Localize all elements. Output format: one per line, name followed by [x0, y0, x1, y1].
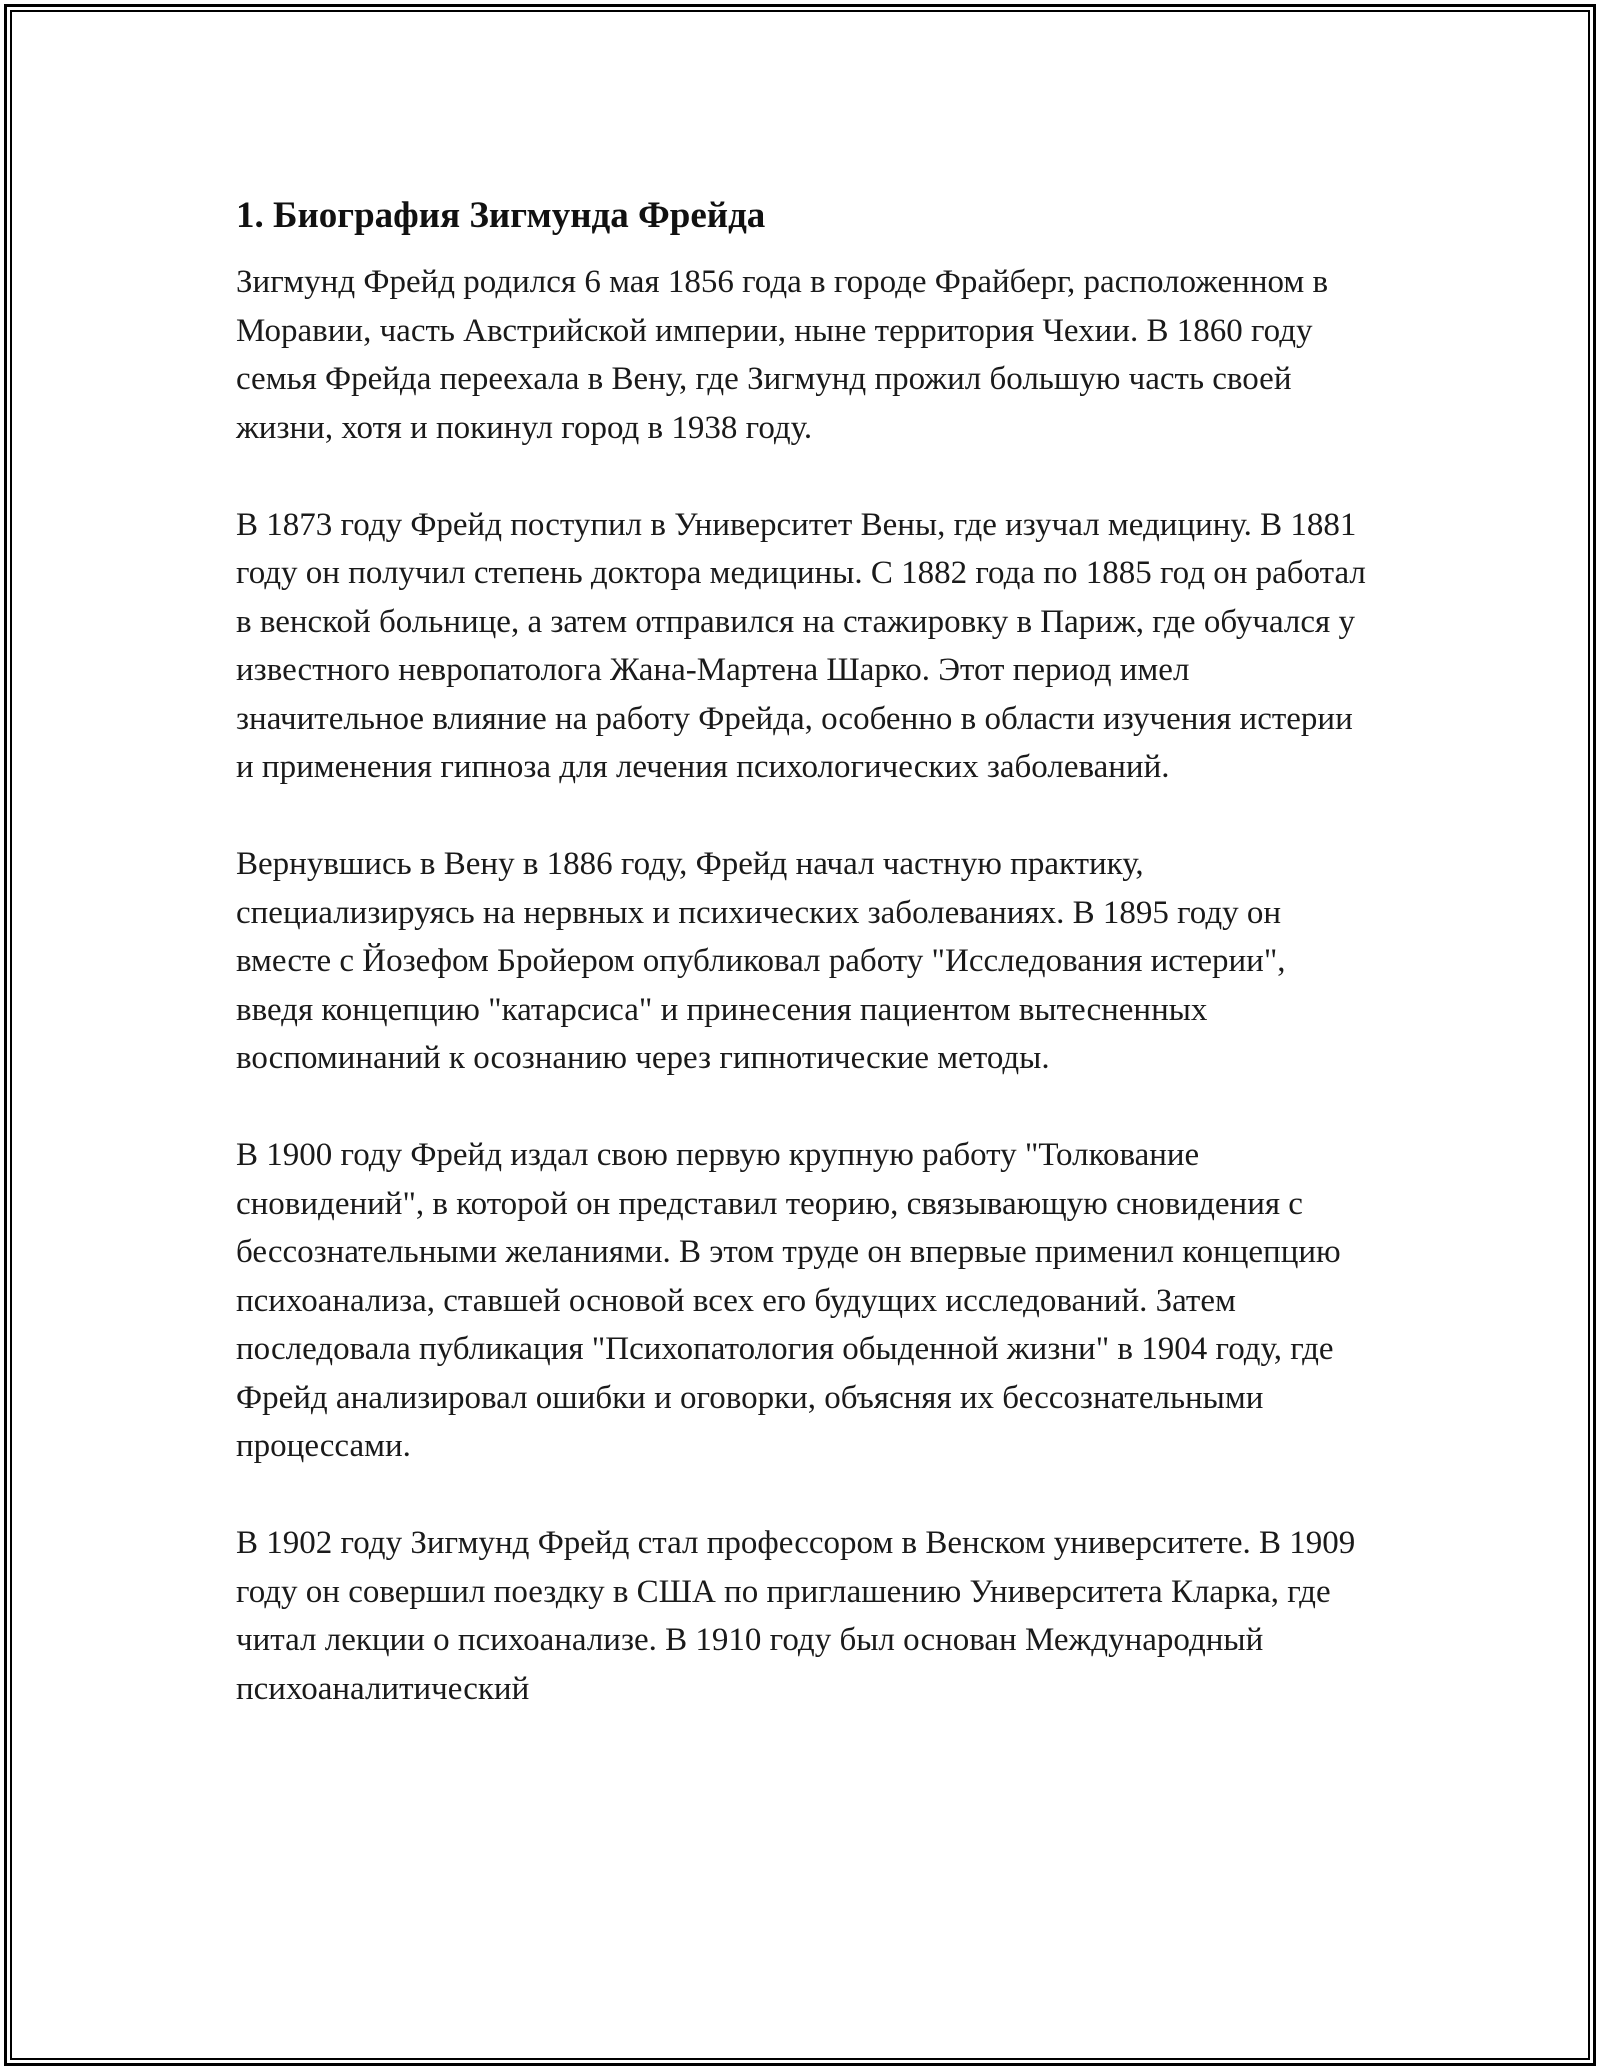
document-body	[236, 186, 1366, 1762]
paragraph-birth: Зигмунд Фрейд родился 6 мая 1856 года в городе Фрайберг, расположенном в Моравии, часть Австрийской империи, ныне территория Чехии. В 1860 году семья Фрейда переехала в Вену, где Зигмунд прожил большую часть своей жизни, хотя и покинул город в 1938 году.	[236, 264, 1329, 446]
paragraph-dreams: В 1900 году Фрейд издал свою первую крупную работу "Толкование сновидений", в которой он представил теорию, связывающую сновидения с бессознательными желаниями. В этом труде он впервые применил концепцию психоанализа, ставшей основой всех его будущих исследований. Затем последовала публикация "Психопатология обыденной жизни" в 1904 году, где Фрейд анализировал ошибки и оговорки, объясняя их бессознательными процессами.	[236, 1137, 1341, 1464]
section-heading: 1. Биография Зигмунда Фрейда	[236, 195, 766, 236]
paragraph-professorship: В 1902 году Зигмунд Фрейд стал профессором в Венском университете. В 1909 году он совершил поездку в США по приглашению Университета Кларка, где читал лекции о психоанализе. В 1910 году был основан Международный психоаналитический	[236, 1525, 1356, 1707]
paragraph-practice: Вернувшись в Вену в 1886 году, Фрейд начал частную практику, специализируясь на нервных и психических заболеваниях. В 1895 году он вместе с Йозефом Бройером опубликовал работу "Исследования истерии", введя концепцию "катарсиса" и принесения пациентом вытесненных воспоминаний к осознанию через гипнотические методы.	[236, 846, 1286, 1076]
paragraph-education: В 1873 году Фрейд поступил в Университет Вены, где изучал медицину. В 1881 году он получил степень доктора медицины. С 1882 года по 1885 год он работал в венской больнице, а затем отправился на стажировку в Париж, где обучался у известного невропатолога Жана-Мартена Шарко. Этот период имел значительное влияние на работу Фрейда, особенно в области изучения истерии и применения гипноза для лечения психологических заболеваний.	[236, 506, 1366, 785]
